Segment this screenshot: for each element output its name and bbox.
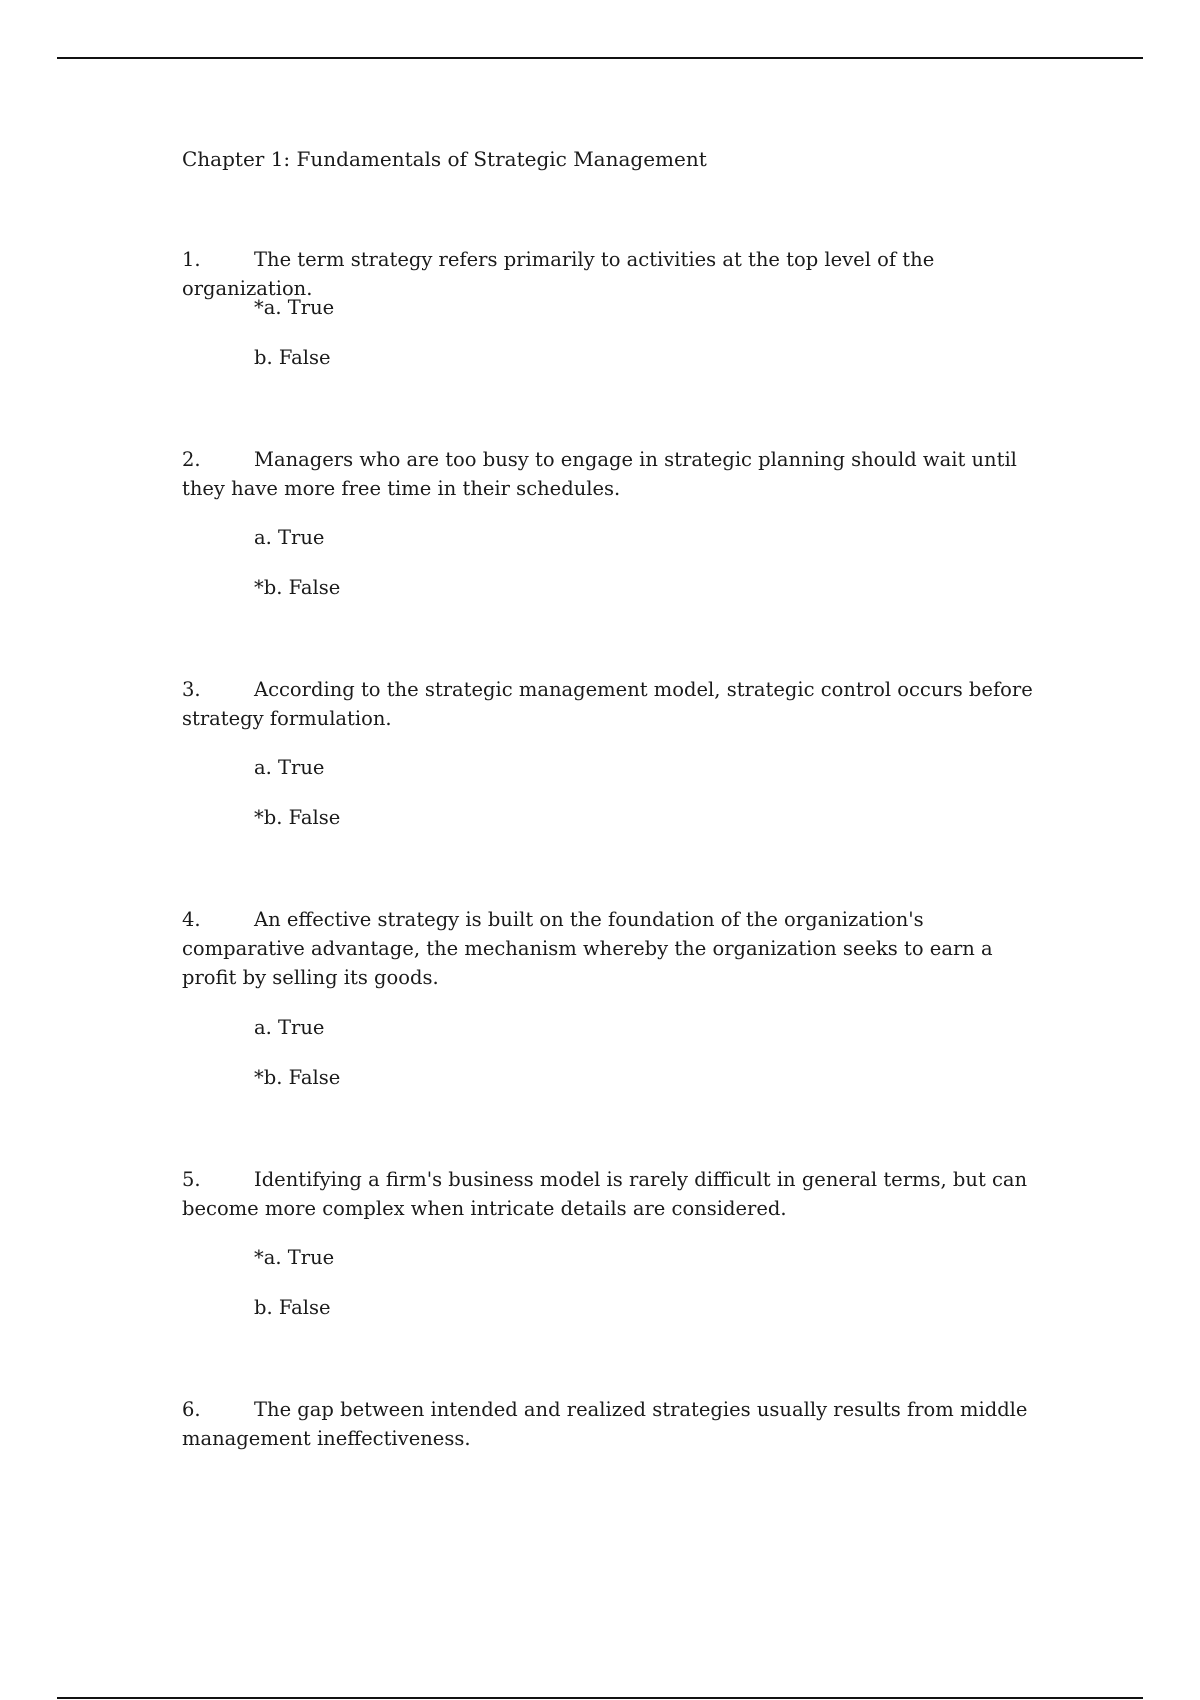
question-number: 6.: [182, 1398, 201, 1421]
question-5: [182, 1165, 1052, 1319]
answer-option-a[interactable]: *a. True: [254, 1246, 335, 1269]
question-1: [182, 245, 1052, 369]
answer-option-b[interactable]: b. False: [254, 346, 331, 369]
question-number: 4.: [182, 908, 201, 931]
question-3: [182, 675, 1052, 829]
answer-option-a[interactable]: a. True: [254, 526, 325, 549]
question-2: [182, 445, 1052, 599]
answer-option-b[interactable]: *b. False: [254, 806, 341, 829]
bottom-rule: [57, 1697, 1143, 1699]
question-stem: [182, 675, 1052, 733]
question-text: An effective strategy is built on the foundation of the organization's comparative advantage, the mechanism whereby the organization seeks to earn a profit by selling its goods.: [182, 908, 993, 989]
question-stem: [182, 1165, 1052, 1223]
answer-option-b[interactable]: *b. False: [254, 576, 341, 599]
answer-option-b[interactable]: *b. False: [254, 1066, 341, 1089]
question-4: [182, 905, 1052, 1089]
question-number: 5.: [182, 1168, 201, 1191]
answer-option-b[interactable]: b. False: [254, 1296, 331, 1319]
answer-option-a[interactable]: a. True: [254, 756, 325, 779]
question-stem: [182, 905, 1052, 992]
question-stem: [182, 1395, 1052, 1453]
answer-option-a[interactable]: a. True: [254, 1016, 325, 1039]
question-number: 3.: [182, 678, 201, 701]
question-number: 2.: [182, 448, 201, 471]
answer-option-a[interactable]: *a. True: [254, 296, 335, 319]
question-text: Identifying a firm's business model is rarely difficult in general terms, but can become more complex when intricate details are considered.: [182, 1168, 1028, 1220]
question-text: The term strategy refers primarily to activities at the top level of the organization.: [182, 248, 935, 300]
question-text: Managers who are too busy to engage in strategic planning should wait until they have more free time in their schedules.: [182, 448, 1017, 500]
chapter-title: Chapter 1: Fundamentals of Strategic Management: [182, 147, 707, 171]
question-text: According to the strategic management model, strategic control occurs before strategy formulation.: [182, 678, 1033, 730]
question-number: 1.: [182, 248, 201, 271]
question-stem: [182, 445, 1052, 503]
top-rule: [57, 57, 1143, 59]
question-6: [182, 1395, 1052, 1453]
question-text: The gap between intended and realized strategies usually results from middle management ineffectiveness.: [182, 1398, 1028, 1450]
